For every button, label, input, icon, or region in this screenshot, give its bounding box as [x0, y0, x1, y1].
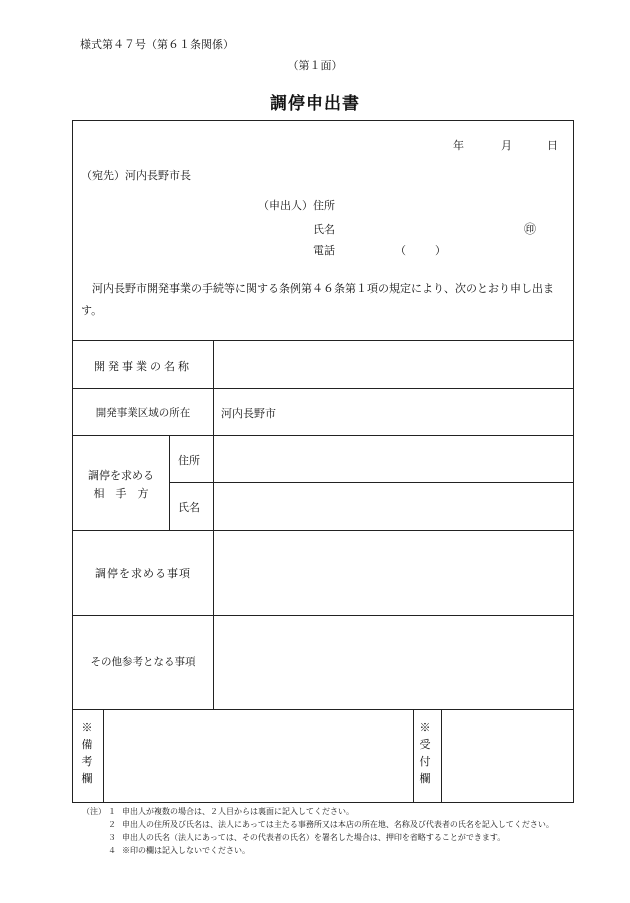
row-divider [73, 615, 573, 616]
notes-section [82, 805, 562, 857]
date-year-label: 年 [453, 139, 464, 152]
other-matters-label: その他参考となる事項 [90, 656, 196, 668]
note-number: １ [108, 807, 116, 816]
note-item [82, 818, 562, 831]
note-item [82, 831, 562, 844]
note-text: 申出人の氏名（法人にあっては、その代表者の氏名）を署名した場合は、押印を省略することができます。 [122, 833, 506, 842]
date-day-label: 日 [547, 139, 558, 152]
column-divider [169, 435, 170, 530]
column-divider [103, 709, 104, 802]
counterparty-name-label: 氏名 [178, 501, 200, 514]
counterparty-label-line1: 調停を求める [88, 469, 154, 482]
notes-head: （注） [82, 807, 106, 816]
counterparty-label-line2: 相 手 方 [93, 487, 149, 500]
note-number: ２ [108, 820, 116, 829]
applicant-name-label: 氏名 [313, 223, 335, 236]
page-title: 調停申出書 [270, 94, 360, 114]
project-area-value: 河内長野市 [221, 407, 276, 420]
row-divider [169, 482, 573, 483]
applicant-label: （申出人） [258, 199, 313, 212]
phone-paren-open: （ [395, 244, 406, 257]
counterparty-address-label: 住所 [178, 454, 200, 467]
column-divider [413, 709, 414, 802]
note-number: ４ [108, 846, 116, 855]
date-month-label: 月 [501, 139, 512, 152]
requested-matters-label: 調停を求める事項 [95, 567, 191, 580]
reception-box-label: ※受付欄 [419, 721, 431, 785]
column-divider [213, 340, 214, 709]
remarks-box-label: ※備考欄 [81, 721, 93, 785]
note-item [82, 805, 562, 818]
row-divider [73, 530, 573, 531]
note-text: ※印の欄は記入しないでください。 [122, 846, 250, 855]
project-area-label: 開発事業区域の所在 [95, 407, 191, 419]
note-number: ３ [108, 833, 116, 842]
addressee: （宛先）河内長野市長 [81, 169, 191, 182]
row-divider [73, 709, 573, 710]
project-name-label: 開発事業の名称 [94, 360, 192, 373]
row-divider [73, 435, 573, 436]
note-text: 申出人の住所及び氏名は、法人にあっては主たる事務所又は本店の所在地、名称及び代表者の氏名を記入してください。 [122, 820, 554, 829]
seal-mark: ㊞ [524, 222, 537, 236]
page-face-label: （第１面） [287, 59, 343, 72]
form-number: 様式第４７号（第６１条関係） [80, 38, 234, 51]
application-form [72, 120, 574, 803]
note-text: 申出人が複数の場合は、２人目からは裏面に記入してください。 [122, 807, 354, 816]
applicant-address-label: 住所 [313, 199, 335, 212]
applicant-phone-label: 電話 [313, 244, 335, 257]
statement-text: 河内長野市開発事業の手続等に関する条例第４６条第１項の規定により、次のとおり申し出ます。 [81, 282, 554, 317]
row-divider [73, 340, 573, 341]
row-divider [73, 388, 573, 389]
note-item [82, 844, 562, 857]
column-divider [441, 709, 442, 802]
phone-paren-close: ） [435, 244, 446, 257]
